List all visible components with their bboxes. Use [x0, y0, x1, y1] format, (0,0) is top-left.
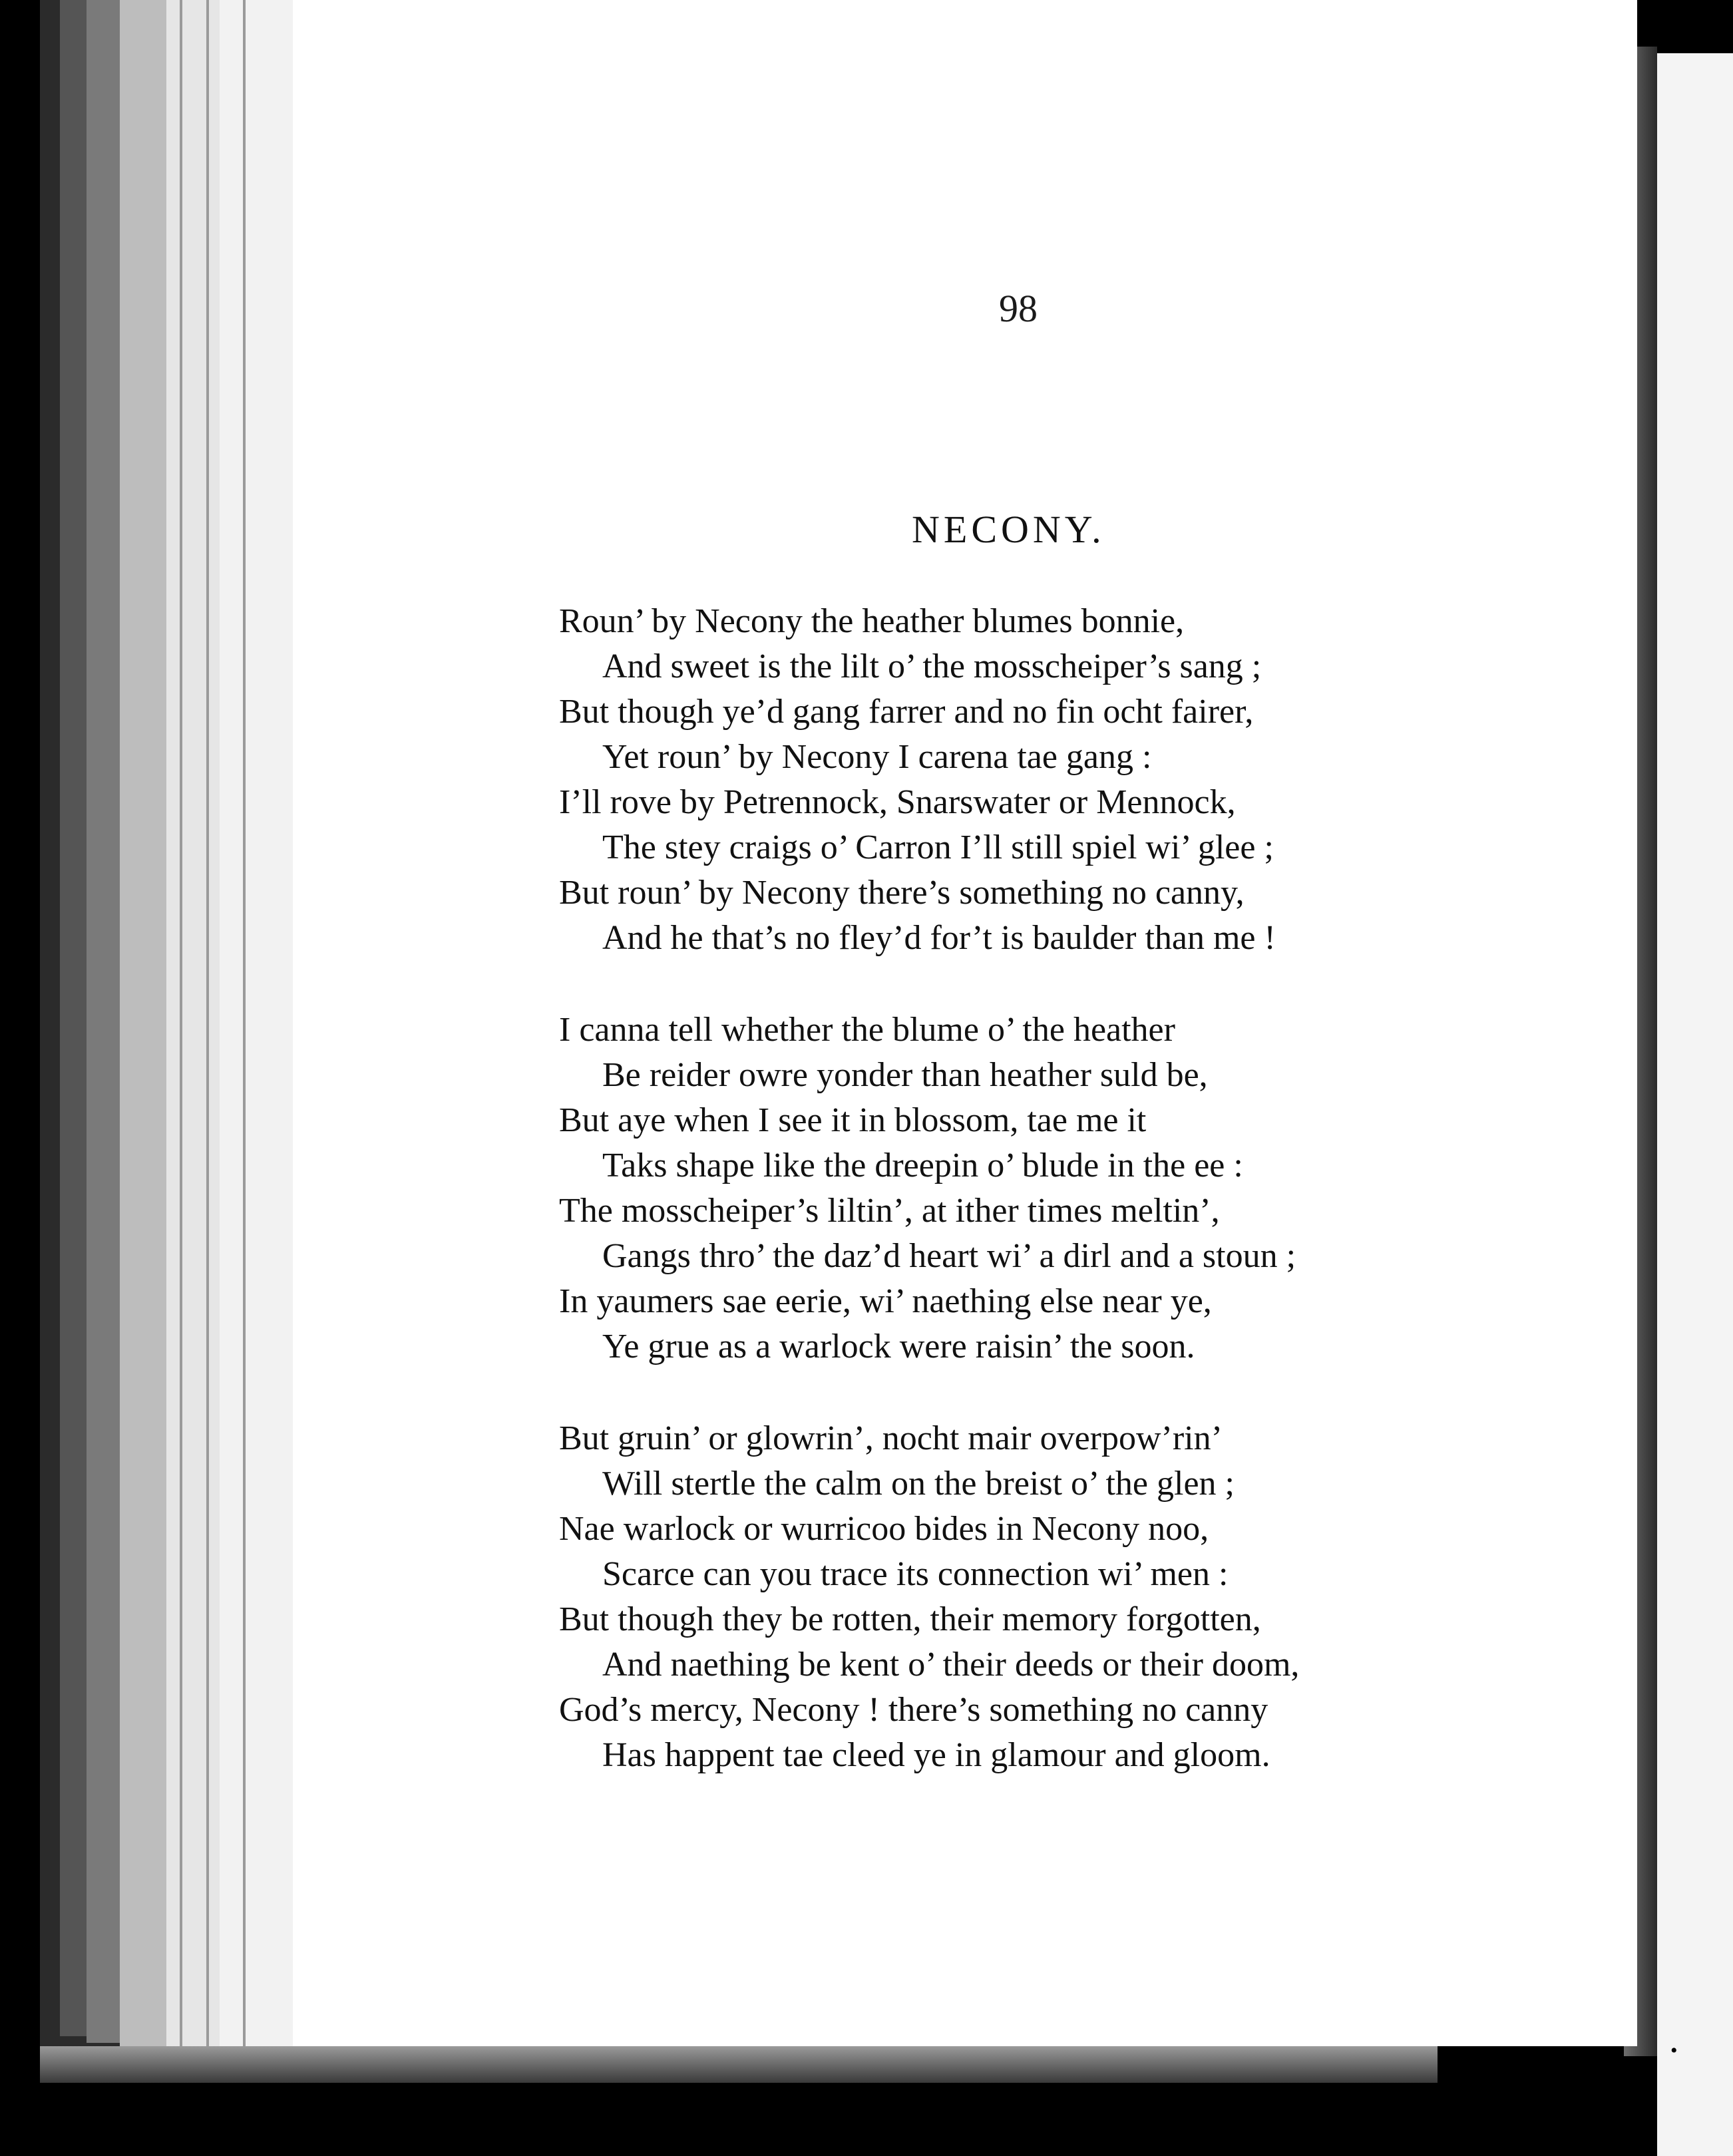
poem-title: NECONY. [912, 508, 1105, 551]
poem-line: But though they be rotten, their memory forgotten, [559, 1600, 1261, 1638]
poem-line: Nae warlock or wurricoo bides in Necony noo, [559, 1510, 1209, 1548]
poem-line: The mosscheiper’s liltin’, at ither times meltin’, [559, 1192, 1220, 1230]
poem-line: Gangs thro’ the daz’d heart wi’ a dirl and a stoun ; [602, 1237, 1296, 1275]
poem-line: But gruin’ or glowrin’, nocht mair overpow’rin’ [559, 1419, 1223, 1457]
poem-line: Has happent tae cleed ye in glamour and gloom. [602, 1736, 1270, 1774]
poem-line: Yet roun’ by Necony I carena tae gang : [602, 738, 1152, 776]
poem-line: Ye grue as a warlock were raisin’ the soon. [602, 1328, 1195, 1365]
poem-line: But though ye’d gang farrer and no fin ocht fairer, [559, 693, 1254, 731]
poem-line: I canna tell whether the blume o’ the heather [559, 1011, 1175, 1049]
poem-line: Will stertle the calm on the breist o’ the glen ; [602, 1465, 1235, 1503]
scan-speck: • [1670, 2040, 1678, 2062]
poem-body [559, 599, 1424, 1825]
stanza-3 [559, 1416, 1424, 1778]
scan-bottom-border [0, 2083, 1657, 2156]
page-number: 98 [999, 287, 1038, 330]
poem-line: Scarce can you trace its connection wi’ men : [602, 1555, 1229, 1593]
poem-line: I’ll rove by Petrennock, Snarswater or Mennock, [559, 783, 1236, 821]
poem-line: The stey craigs o’ Carron I’ll still spiel wi’ glee ; [602, 828, 1274, 866]
stanza-2 [559, 1007, 1424, 1369]
page-edge-line [243, 0, 246, 2060]
book-bottom-edge [40, 2046, 1438, 2083]
poem-line: And naething be kent o’ their deeds or their doom, [602, 1646, 1300, 1684]
poem-line: Be reider owre yonder than heather suld be, [602, 1056, 1208, 1094]
poem-line: Taks shape like the dreepin o’ blude in the ee : [602, 1147, 1243, 1184]
page-edge-stack [220, 0, 293, 2056]
poem-line: But roun’ by Necony there’s something no canny, [559, 874, 1245, 912]
poem-line: And sweet is the lilt o’ the mosscheiper’s sang ; [602, 647, 1262, 685]
poem-line: In yaumers sae eerie, wi’ naething else near ye, [559, 1282, 1212, 1320]
poem-line: Roun’ by Necony the heather blumes bonnie, [559, 602, 1185, 640]
poem-line: But aye when I see it in blossom, tae me it [559, 1101, 1147, 1139]
poem-line: And he that’s no fley’d for’t is baulder than me ! [602, 919, 1276, 957]
facing-page-edge [1657, 53, 1733, 2156]
poem-line: God’s mercy, Necony ! there’s something no canny [559, 1691, 1268, 1729]
stanza-1 [559, 599, 1424, 961]
page-edge-line [206, 0, 209, 2060]
page-edge-line [180, 0, 182, 2056]
